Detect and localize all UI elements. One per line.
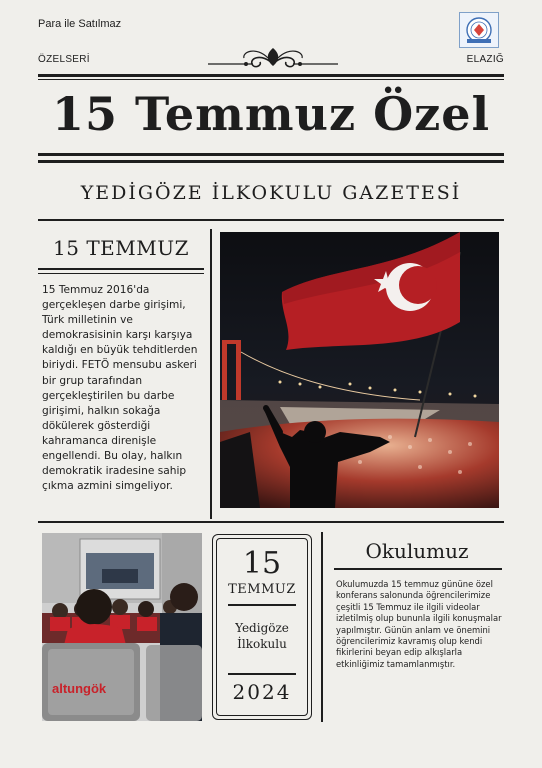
title-rule-1 [38,153,504,156]
logo-emblem-icon [462,15,496,45]
series-label: ÖZELSERİ [38,54,90,65]
left-article-body: 15 Temmuz 2016'da gerçekleşen darbe girişimi, Türk milletinin ve demokrasisinin karşı karşıya kaldığı en büyük tehditlerden biriydi. FETÖ mensubu askeri bir grup tarafından gerçekleştirilen bu darbe girişimi, halkın sokağa dökülerek gösterdiği kahramanca direnişle engellendi. Bu olay, halkın demokratik iradesine sahip çıkma azmini simgeliyor. [42,284,198,493]
flag-crowd-illustration [220,232,499,508]
date-box-month: TEMMUZ [228,582,296,597]
classroom-illustration [42,533,202,721]
date-box-rule-2 [228,673,296,675]
classroom-photo [42,533,202,721]
title-rule-2 [38,160,504,163]
date-box-school-line1: Yedigöze [235,621,289,635]
date-box-year: 2024 [232,680,292,704]
school-logo [459,12,499,48]
city-label: ELAZIĞ [466,54,504,65]
newspaper-title: 15 Temmuz Özel [51,87,491,141]
left-article-heading: 15 TEMMUZ [53,236,189,260]
left-heading-rule-1 [38,268,204,270]
column-divider-top [210,229,212,519]
price-note: Para ile Satılmaz [38,18,122,30]
right-article-heading: Okulumuz [365,539,469,563]
newspaper-subtitle: YEDİGÖZE İLKOKULU GAZETESİ [80,182,462,204]
header-rule-top [38,74,504,77]
date-box-rule-1 [228,604,296,606]
mid-rule [38,521,504,523]
right-heading-rule [334,568,502,570]
flag-crowd-photo [220,232,499,508]
right-article-body: Okulumuzda 15 temmuz gününe özel konferans salonunda öğrencilerimize çeşitli 15 Temmuz ile ilgili videolar izletilmiş olup bununla ilgili konuşmalar yapılmıştır. Günün anlam ve önemini öğrencilerimiz kavramış olup kendi fikirlerini beyan edip alkışlarla etkinliğimiz tamamlanmıştır. [336,579,502,669]
date-box-day: 15 [242,546,282,581]
ornament-icon [208,44,338,72]
left-heading-rule-2 [38,273,204,274]
date-box-school-line2: İlkokulu [237,637,287,651]
chair-sign-text: altungök [52,681,107,696]
header-rule-top-thin [38,79,504,80]
subtitle-rule [38,219,504,221]
column-divider-bottom [321,532,323,722]
